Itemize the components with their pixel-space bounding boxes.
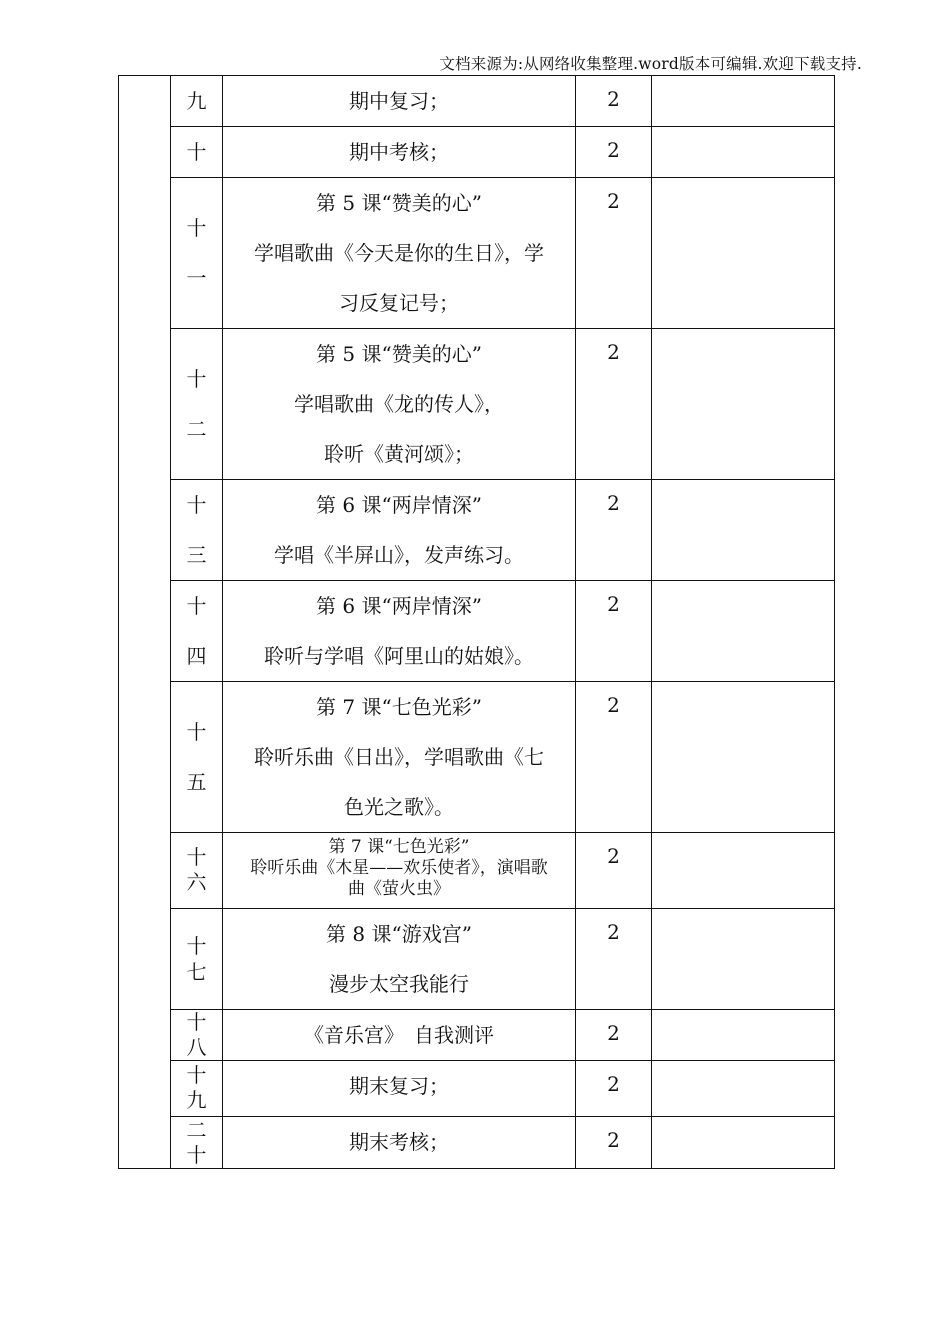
week-label: 十 xyxy=(186,367,207,391)
hours-value: 2 xyxy=(607,87,620,111)
content-line: 第 7 课“七色光彩” xyxy=(328,837,470,857)
week-label: 七 xyxy=(186,960,207,984)
week-label: 十 xyxy=(186,934,207,958)
table-row xyxy=(119,127,835,178)
week-cell xyxy=(171,178,223,329)
week-cell xyxy=(171,329,223,480)
week-cell xyxy=(171,480,223,581)
week-label: 十 xyxy=(186,1010,207,1034)
week-cell xyxy=(171,833,223,909)
content-line: 期末复习； xyxy=(349,1074,449,1098)
content-cell xyxy=(223,480,576,581)
notes-cell xyxy=(652,178,835,329)
table-row xyxy=(119,329,835,480)
notes-cell xyxy=(652,833,835,909)
hours-value: 2 xyxy=(607,844,620,868)
content-line: 第 7 课“七色光彩” xyxy=(316,695,482,719)
hours-value: 2 xyxy=(607,1072,620,1096)
content-cell xyxy=(223,833,576,909)
notes-cell xyxy=(652,1010,835,1061)
hours-cell xyxy=(576,76,652,127)
week-cell xyxy=(171,127,223,178)
content-cell xyxy=(223,127,576,178)
week-label: 八 xyxy=(186,1035,207,1059)
week-label: 六 xyxy=(186,870,207,894)
content-cell xyxy=(223,178,576,329)
week-label: 十 xyxy=(186,594,207,618)
table-row xyxy=(119,76,835,127)
hours-cell xyxy=(576,833,652,909)
content-line: 第 5 课“赞美的心” xyxy=(316,191,482,215)
week-label: 二 xyxy=(186,417,207,441)
hours-value: 2 xyxy=(607,920,620,944)
table-row xyxy=(119,480,835,581)
hours-value: 2 xyxy=(607,1021,620,1045)
content-cell xyxy=(223,1117,576,1169)
table-row xyxy=(119,909,835,1010)
content-line: 第 5 课“赞美的心” xyxy=(316,342,482,366)
notes-cell xyxy=(652,1061,835,1117)
hours-cell xyxy=(576,1061,652,1117)
table-row xyxy=(119,833,835,909)
content-line: 聆听与学唱《阿里山的姑娘》。 xyxy=(264,644,534,668)
notes-cell xyxy=(652,909,835,1010)
week-cell xyxy=(171,909,223,1010)
content-cell xyxy=(223,909,576,1010)
content-line: 第 6 课“两岸情深” xyxy=(316,493,482,517)
content-cell xyxy=(223,329,576,480)
content-cell xyxy=(223,1061,576,1117)
week-label: 十 xyxy=(186,216,207,240)
week-label: 十 xyxy=(186,1143,207,1167)
header-note: 文档来源为:从网络收集整理.word版本可编辑.欢迎下载支持. xyxy=(439,55,862,73)
content-line: 学唱《半屏山》，发声练习。 xyxy=(274,543,524,567)
content-cell xyxy=(223,76,576,127)
content-line: 期中复习； xyxy=(349,89,449,113)
notes-cell xyxy=(652,480,835,581)
hours-cell xyxy=(576,329,652,480)
week-label: 十 xyxy=(186,493,207,517)
hours-cell xyxy=(576,178,652,329)
week-label: 十 xyxy=(186,140,207,164)
hours-value: 2 xyxy=(607,491,620,515)
content-line: 聆听乐曲《木星——欢乐使者》，演唱歌 xyxy=(250,858,548,878)
content-line: 《音乐宫》 自我测评 xyxy=(304,1023,494,1047)
week-cell xyxy=(171,76,223,127)
hours-cell xyxy=(576,127,652,178)
notes-cell xyxy=(652,581,835,682)
week-label: 九 xyxy=(186,1088,207,1112)
table-row xyxy=(119,178,835,329)
week-cell xyxy=(171,1010,223,1061)
week-label: 三 xyxy=(186,543,207,567)
hours-cell xyxy=(576,581,652,682)
table-row xyxy=(119,1117,835,1169)
content-line: 学唱歌曲《今天是你的生日》，学 xyxy=(254,241,544,265)
hours-value: 2 xyxy=(607,592,620,616)
content-line: 色光之歌》。 xyxy=(344,795,454,819)
content-line: 漫步太空我能行 xyxy=(329,972,469,996)
hours-value: 2 xyxy=(607,340,620,364)
hours-value: 2 xyxy=(607,189,620,213)
side-column-cell xyxy=(119,76,171,1169)
content-line: 第 8 课“游戏宫” xyxy=(326,922,472,946)
week-label: 五 xyxy=(186,770,207,794)
hours-cell xyxy=(576,1010,652,1061)
notes-cell xyxy=(652,127,835,178)
table-row xyxy=(119,1061,835,1117)
week-label: 九 xyxy=(186,89,207,113)
content-line: 期中考核； xyxy=(349,140,449,164)
hours-value: 2 xyxy=(607,1128,620,1152)
content-line: 习反复记号； xyxy=(339,291,459,315)
week-label: 二 xyxy=(186,1118,207,1142)
table-row xyxy=(119,581,835,682)
content-line: 曲《萤火虫》 xyxy=(348,879,450,899)
hours-value: 2 xyxy=(607,693,620,717)
table-row xyxy=(119,1010,835,1061)
week-cell xyxy=(171,1061,223,1117)
hours-cell xyxy=(576,1117,652,1169)
week-label: 十 xyxy=(186,1063,207,1087)
hours-value: 2 xyxy=(607,138,620,162)
content-line: 期末考核； xyxy=(349,1130,449,1154)
content-line: 聆听《黄河颂》； xyxy=(324,442,474,466)
week-cell xyxy=(171,581,223,682)
week-label: 一 xyxy=(186,266,207,290)
hours-cell xyxy=(576,682,652,833)
notes-cell xyxy=(652,329,835,480)
content-line: 聆听乐曲《日出》，学唱歌曲《七 xyxy=(254,745,544,769)
content-cell xyxy=(223,682,576,833)
content-cell xyxy=(223,581,576,682)
week-label: 十 xyxy=(186,720,207,744)
schedule-table xyxy=(118,75,835,1169)
notes-cell xyxy=(652,682,835,833)
notes-cell xyxy=(652,1117,835,1169)
notes-cell xyxy=(652,76,835,127)
content-line: 学唱歌曲《龙的传人》， xyxy=(294,392,504,416)
week-cell xyxy=(171,682,223,833)
week-label: 十 xyxy=(186,845,207,869)
hours-cell xyxy=(576,909,652,1010)
week-label: 四 xyxy=(186,644,207,668)
table-row xyxy=(119,682,835,833)
week-cell xyxy=(171,1117,223,1169)
hours-cell xyxy=(576,480,652,581)
content-line: 第 6 课“两岸情深” xyxy=(316,594,482,618)
content-cell xyxy=(223,1010,576,1061)
